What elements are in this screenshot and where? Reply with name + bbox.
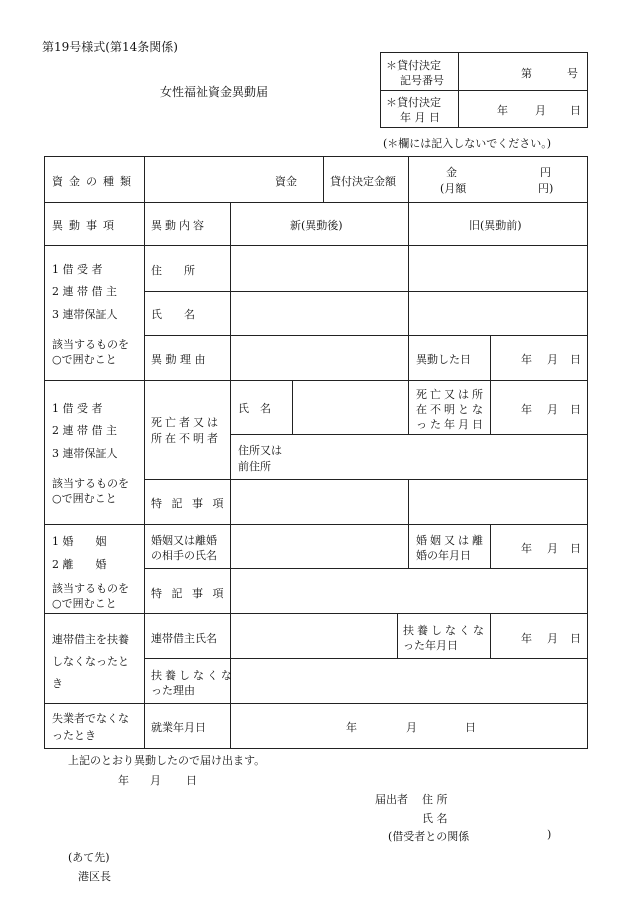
s2-date-label-3: った年月日 (416, 418, 486, 431)
new-after-label: 新(異動後) (290, 219, 343, 232)
decision-date-label-2: 年 月 日 (400, 111, 440, 124)
s3-date-year: 年 (521, 542, 532, 555)
amount-monthly-yen: 円) (538, 182, 554, 195)
footer-date-year: 年 (118, 774, 129, 787)
s1-option-guarantor: 3 連帯保証人 (52, 308, 118, 321)
s5-date-day: 日 (465, 721, 476, 734)
s3-option-divorce: 2 離 婚 (52, 558, 107, 571)
s2-name-label: 氏 名 (238, 402, 271, 415)
s2-date-label: 死亡又は所 (416, 388, 486, 401)
s2-date-year: 年 (521, 403, 532, 416)
s2-instruction-2: ○で囲むこと (52, 492, 117, 505)
s1-instruction-2: ○で囲むこと (52, 353, 117, 366)
s4-date-label-2: った年月日 (403, 639, 458, 652)
fund-type-label: 資金の種類 (52, 175, 137, 188)
relation-close: ) (547, 828, 552, 841)
decision-date-day: 日 (570, 104, 581, 117)
s1-changed-date-label: 異動した日 (416, 353, 471, 366)
s2-deceased-label: 死亡者又は (151, 416, 221, 429)
s3-partner-label: 婚姻又は離婚 (151, 534, 217, 547)
s2-deceased-label-2: 所在不明者 (151, 432, 221, 445)
filer-name-label: 氏 名 (422, 812, 448, 825)
amount-gold: 金 (446, 166, 457, 179)
s1-option-coborrower: 2 連 帯 借 主 (52, 285, 117, 298)
s1-address-label: 住 所 (151, 264, 195, 277)
s3-date-day: 日 (570, 542, 581, 555)
amount-yen: 円 (540, 166, 551, 179)
s4-label-3: き (52, 677, 63, 690)
addressee: 港区長 (78, 870, 111, 883)
s1-reason-label: 異 動 理 由 (151, 353, 206, 366)
s5-date-year: 年 (346, 721, 357, 734)
s1-instruction: 該当するものを (52, 338, 129, 351)
change-item-label: 異動事項 (52, 219, 120, 232)
amount-monthly: (月額 (440, 182, 467, 195)
decision-date-year: 年 (497, 104, 508, 117)
decision-date-label: ＊貸付決定 (386, 96, 441, 109)
addressee-label: (あて先) (68, 851, 110, 864)
s2-option-coborrower: 2 連 帯 借 主 (52, 424, 117, 437)
change-content-label: 異動内容 (151, 219, 207, 232)
s4-date-month: 月 (547, 632, 558, 645)
statement: 上記のとおり異動したので届け出ます。 (68, 754, 266, 767)
s4-coborrower-name-label: 連帯借主氏名 (151, 632, 217, 645)
s4-date-day: 日 (570, 632, 581, 645)
old-before-label: 旧(異動前) (469, 219, 522, 232)
s5-employment-date-label: 就業年月日 (151, 721, 206, 734)
s3-instruction-2: ○で囲むこと (52, 597, 117, 610)
s4-reason-label-2: った理由 (151, 684, 195, 697)
s5-label-2: ったとき (52, 729, 96, 742)
s3-partner-label-2: の相手の氏名 (151, 549, 217, 562)
form-title: 女性福祉資金異動届 (160, 85, 269, 99)
fund-suffix: 資金 (275, 175, 297, 188)
s3-date-label: 婚姻又は離 (416, 534, 486, 547)
s3-option-marriage: 1 婚 姻 (52, 535, 107, 548)
s1-name-label: 氏 名 (151, 308, 195, 321)
decision-number-prefix: 第 (521, 67, 532, 80)
decision-date-month: 月 (535, 104, 546, 117)
s1-option-borrower: 1 借 受 者 (52, 263, 103, 276)
note: (＊欄には記入しないでください。) (383, 137, 552, 150)
s1-date-month: 月 (547, 353, 558, 366)
s4-date-year: 年 (521, 632, 532, 645)
filer-label: 届出者 (375, 793, 408, 806)
s4-label: 連帯借主を扶養 (52, 633, 129, 646)
loan-amount-label: 貸付決定金額 (330, 175, 396, 188)
s5-date-month: 月 (406, 721, 417, 734)
s2-option-guarantor: 3 連帯保証人 (52, 447, 118, 460)
s2-remarks-label: 特 記 事 項 (151, 497, 227, 510)
relation-label: (借受者との関係 (388, 830, 470, 843)
s4-date-label: 扶養しなくな (403, 624, 487, 637)
filer-address-label: 住 所 (422, 793, 448, 806)
decision-number-suffix: 号 (567, 67, 578, 80)
footer-date-month: 月 (150, 774, 161, 787)
s3-remarks-label: 特 記 事 項 (151, 587, 227, 600)
s2-address-label-2: 前住所 (238, 460, 271, 473)
s1-date-day: 日 (570, 353, 581, 366)
form-number: 第19号様式(第14条関係) (42, 40, 178, 54)
s2-instruction: 該当するものを (52, 477, 129, 490)
s3-date-label-2: 婚の年月日 (416, 549, 471, 562)
footer-date-day: 日 (186, 774, 197, 787)
decision-number-label: ＊貸付決定 (386, 59, 441, 72)
s2-address-label: 住所又は (238, 444, 282, 457)
s4-label-2: しなくなったと (52, 655, 129, 668)
s5-label: 失業者でなくな (52, 712, 129, 725)
s1-date-year: 年 (521, 353, 532, 366)
s4-reason-label: 扶養しなくな (151, 669, 235, 682)
s3-instruction: 該当するものを (52, 582, 129, 595)
s2-date-day: 日 (570, 403, 581, 416)
s3-date-month: 月 (547, 542, 558, 555)
s2-date-label-2: 在不明とな (416, 403, 486, 416)
decision-number-label-2: 記号番号 (400, 74, 444, 87)
s2-date-month: 月 (547, 403, 558, 416)
s2-option-borrower: 1 借 受 者 (52, 402, 103, 415)
